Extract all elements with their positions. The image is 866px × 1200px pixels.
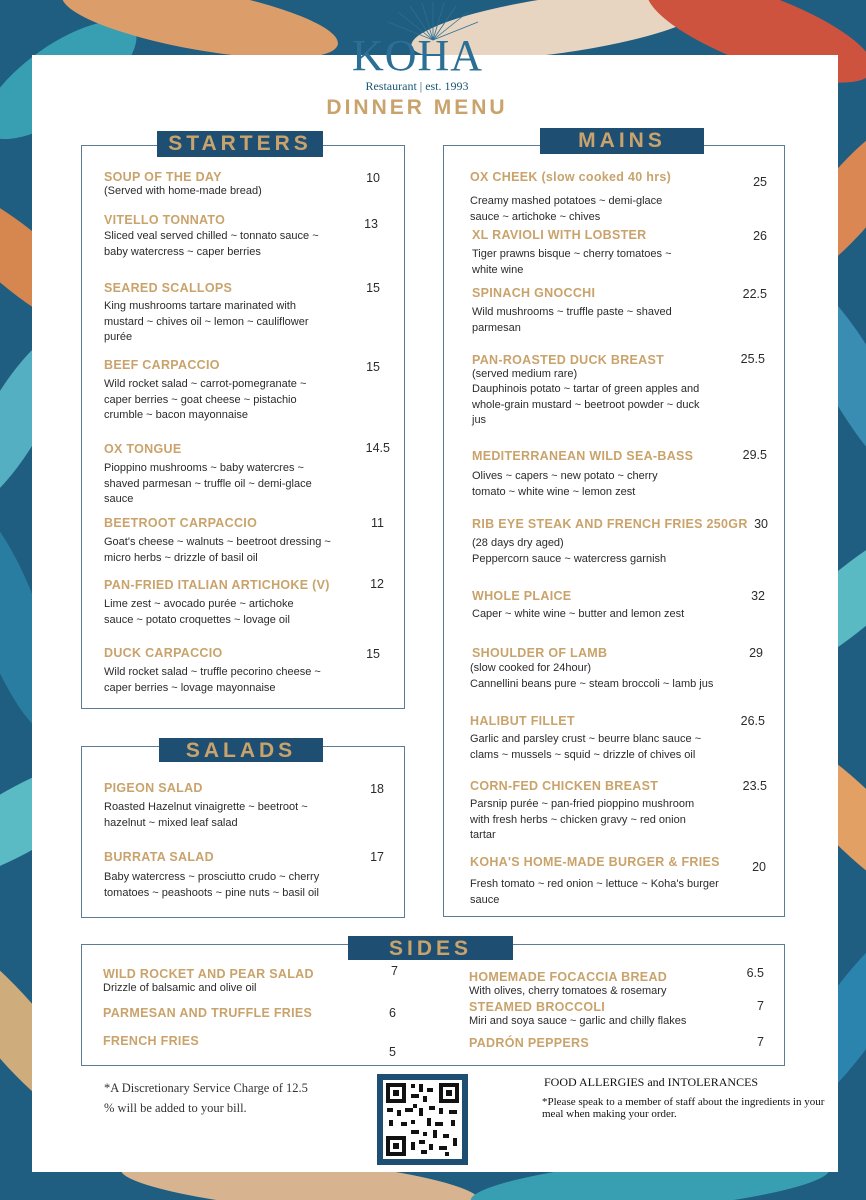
menu-item-price: 11 <box>371 516 384 530</box>
qr-code-icon <box>383 1080 462 1159</box>
menu-item-price: 10 <box>366 171 380 185</box>
starters-heading: STARTERS <box>157 131 323 157</box>
menu-item-desc: Peppercorn sauce ~ watercress garnish <box>472 553 667 565</box>
menu-item-price: 7 <box>757 999 764 1013</box>
menu-item-name: PAN-FRIED ITALIAN ARTICHOKE (V) <box>104 578 330 592</box>
menu-item-price: 13 <box>364 217 378 231</box>
menu-item-name: BEETROOT CARPACCIO <box>104 516 258 530</box>
menu-item-name: SHOULDER OF LAMB <box>472 646 608 660</box>
menu-item-name: OX CHEEK (slow cooked 40 hrs) <box>470 170 672 184</box>
menu-item-price: 23.5 <box>742 779 767 793</box>
menu-item-name: PADRÓN PEPPERS <box>469 1036 589 1050</box>
menu-item-name: CORN-FED CHICKEN BREAST <box>470 779 659 793</box>
menu-item-desc: (Served with home-made bread) <box>104 185 262 197</box>
menu-item-price: 5 <box>389 1045 396 1059</box>
menu-item-price: 15 <box>366 281 380 295</box>
allergy-note: *Please speak to a member of staff about the ingredients in your meal when making your order. <box>542 1096 825 1120</box>
menu-item-name: DUCK CARPACCIO <box>104 646 223 660</box>
sides-heading: SIDES <box>348 936 513 960</box>
menu-item-note: (slow cooked for 24hour) <box>470 662 592 674</box>
menu-item-desc: Wild rocket salad ~ truffle pecorino cheese ~ caper berries ~ lovage mayonnaise <box>104 666 321 694</box>
menu-item-name: PARMESAN AND TRUFFLE FRIES <box>103 1006 313 1020</box>
menu-item-name: PIGEON SALAD <box>104 781 203 795</box>
menu-item-price: 30 <box>754 517 768 531</box>
menu-item-name: XL RAVIOLI WITH LOBSTER <box>472 228 647 242</box>
menu-item-name: HALIBUT FILLET <box>470 714 575 728</box>
menu-item-note: (28 days dry aged) <box>472 537 564 549</box>
menu-item-name: SEARED SCALLOPS <box>104 281 233 295</box>
menu-item-name: VITELLO TONNATO <box>104 213 226 227</box>
menu-item-price: 26.5 <box>740 714 765 728</box>
menu-item-price: 20 <box>752 860 766 874</box>
qr-code-icon[interactable] <box>377 1074 468 1165</box>
menu-item-desc: Wild mushrooms ~ truffle paste ~ shaved parmesan <box>472 306 672 334</box>
allergy-heading: FOOD ALLERGIES and INTOLERANCES <box>544 1075 759 1089</box>
menu-item-name: STEAMED BROCCOLI <box>469 1000 606 1014</box>
page-title: DINNER MENU <box>326 96 508 119</box>
menu-item-name: WILD ROCKET AND PEAR SALAD <box>103 967 314 981</box>
menu-item-desc: Goat's cheese ~ walnuts ~ beetroot dressing ~ micro herbs ~ drizzle of basil oil <box>104 536 331 564</box>
menu-item-desc: Dauphinois potato ~ tartar of green apples and whole-grain mustard ~ beetroot powder ~ duck jus <box>472 383 700 426</box>
salads-heading: SALADS <box>159 738 323 762</box>
menu-item-desc: Wild rocket salad ~ carrot-pomegranate ~ caper berries ~ goat cheese ~ pistachio crumble ~ bacon mayonnaise <box>104 378 307 421</box>
menu-item-desc: Cannellini beans pure ~ steam broccoli ~ lamb jus <box>470 678 714 690</box>
menu-item-price: 15 <box>366 647 380 661</box>
menu-item-name: RIB EYE STEAK AND FRENCH FRIES 250GR <box>472 517 748 531</box>
menu-item-desc: Miri and soya sauce ~ garlic and chilly flakes <box>469 1015 687 1027</box>
menu-item-price: 6.5 <box>746 966 764 980</box>
menu-item-price: 22.5 <box>742 287 767 301</box>
menu-item-desc: Parsnip purée ~ pan-fried pioppino mushroom with fresh herbs ~ chicken gravy ~ red onion tartar <box>470 798 695 841</box>
menu-item-price: 29 <box>749 646 763 660</box>
menu-item-name: OX TONGUE <box>104 442 182 456</box>
service-charge-note: *A Discretionary Service Charge of 12.5 % will be added to your bill. <box>104 1081 308 1115</box>
menu-item-name: HOMEMADE FOCACCIA BREAD <box>469 970 668 984</box>
menu-item-name: SPINACH GNOCCHI <box>472 286 596 300</box>
menu-item-name: BURRATA SALAD <box>104 850 214 864</box>
menu-item-name: BEEF CARPACCIO <box>104 358 220 372</box>
menu-item-price: 26 <box>753 229 767 243</box>
menu-item-desc: Tiger prawns bisque ~ cherry tomatoes ~ white wine <box>472 248 672 276</box>
menu-item-desc: Lime zest ~ avocado purée ~ artichoke sauce ~ potato croquettes ~ lovage oil <box>104 598 294 626</box>
menu-item-desc: Garlic and parsley crust ~ beurre blanc sauce ~ clams ~ mussels ~ squid ~ drizzle of chives oil <box>470 733 702 761</box>
menu-item-name: KOHA'S HOME-MADE BURGER & FRIES <box>470 855 720 869</box>
brand-subtitle: Restaurant | est. 1993 <box>365 79 469 93</box>
mains-heading: MAINS <box>540 128 704 154</box>
menu-item-price: 29.5 <box>742 448 767 462</box>
menu-item-name: PAN-ROASTED DUCK BREAST <box>472 353 665 367</box>
menu-item-price: 25 <box>753 175 767 189</box>
menu-item-desc: Creamy mashed potatoes ~ demi-glace sauce ~ artichoke ~ chives <box>470 195 663 223</box>
menu-item-price: 12 <box>370 577 384 591</box>
menu-item-price: 17 <box>370 850 384 864</box>
menu-item-desc: Pioppino mushrooms ~ baby watercres ~ shaved parmesan ~ truffle oil ~ demi-glace sauce <box>104 462 312 505</box>
menu-item-desc: Caper ~ white wine ~ butter and lemon zest <box>472 608 685 620</box>
menu-item-desc: Roasted Hazelnut vinaigrette ~ beetroot ~ hazelnut ~ mixed leaf salad <box>104 801 308 829</box>
menu-item-price: 25.5 <box>740 352 765 366</box>
menu-item-price: 7 <box>757 1035 764 1049</box>
menu-item-desc: Drizzle of balsamic and olive oil <box>103 982 257 994</box>
menu-item-name: FRENCH FRIES <box>103 1034 199 1048</box>
menu-item-price: 32 <box>751 589 765 603</box>
menu-item-desc: Baby watercress ~ prosciutto crudo ~ cherry tomatoes ~ peashoots ~ pine nuts ~ basil oil <box>104 871 320 899</box>
menu-item-name: MEDITERRANEAN WILD SEA-BASS <box>472 449 694 463</box>
menu-item-price: 7 <box>391 964 398 978</box>
menu-item-price: 14.5 <box>365 441 390 455</box>
menu-item-price: 6 <box>389 1006 396 1020</box>
menu-item-price: 15 <box>366 360 380 374</box>
qr-pattern <box>383 1080 462 1159</box>
menu-item-desc: Sliced veal served chilled ~ tonnato sauce ~ baby watercress ~ caper berries <box>104 230 319 258</box>
menu-item-desc: Olives ~ capers ~ new potato ~ cherry tomato ~ white wine ~ lemon zest <box>472 470 658 498</box>
menu-item-desc: King mushrooms tartare marinated with mustard ~ chives oil ~ lemon ~ cauliflower purée <box>104 300 309 343</box>
menu-item-desc: With olives, cherry tomatoes & rosemary <box>469 985 667 997</box>
menu-item-note: (served medium rare) <box>472 368 578 380</box>
menu-item-name: SOUP OF THE DAY <box>104 170 222 184</box>
brand-logo: KOHA <box>351 31 484 80</box>
menu-item-price: 18 <box>370 782 384 796</box>
menu-item-desc: Fresh tomato ~ red onion ~ lettuce ~ Koha's burger sauce <box>470 878 719 906</box>
menu-item-name: WHOLE PLAICE <box>472 589 572 603</box>
